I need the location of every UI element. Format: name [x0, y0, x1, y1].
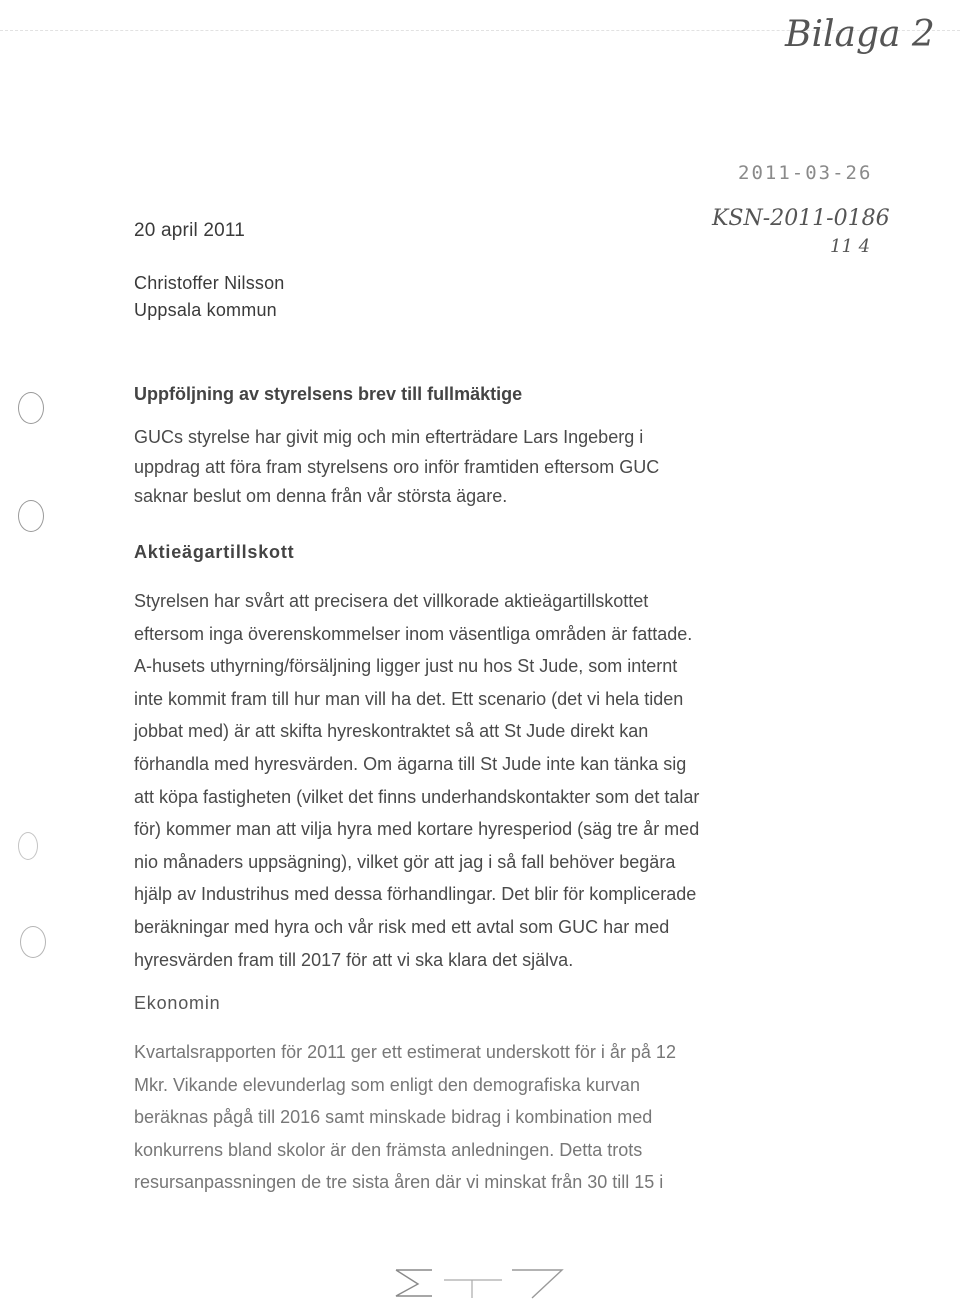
paragraph-line: A-husets uthyrning/försäljning ligger just nu hos St Jude, som internt	[134, 656, 678, 677]
recipient-name: Christoffer Nilsson	[134, 273, 285, 293]
punch-hole-mark	[18, 500, 44, 532]
scan-artifact-icon	[392, 1262, 572, 1302]
paragraph-line: för) kommer man att vilja hyra med kortare hyresperiod (säg tre år med	[134, 819, 700, 840]
letter-subject: Uppföljning av styrelsens brev till fullmäktige	[134, 384, 523, 404]
recipient-organization: Uppsala kommun	[134, 300, 277, 320]
paragraph-line: Styrelsen har svårt att precisera det villkorade aktieägartillskottet	[134, 591, 649, 611]
paragraph-line: Mkr. Vikande elevunderlag som enligt den demografiska kurvan	[134, 1074, 640, 1095]
intro-paragraph	[134, 423, 659, 512]
section-heading: Ekonomin	[134, 993, 221, 1013]
handwritten-attachment-label: Bilaga 2	[785, 14, 935, 55]
paragraph-line: saknar beslut om denna från vår största ägare.	[134, 486, 508, 506]
handwritten-case-sub: 11 4	[830, 236, 871, 257]
received-date-stamp: 2011-03-26	[738, 162, 873, 184]
paragraph-line: nio månaders uppsägning), vilket gör att jag i så fall behöver begära	[134, 851, 676, 872]
paragraph-line: GUCs styrelse har givit mig och min efterträdare Lars Ingeberg i	[134, 427, 644, 447]
paragraph-line: konkurrens bland skolor är den främsta anledningen. Detta trots	[134, 1139, 643, 1160]
paragraph-line: hyresvärden fram till 2017 för att vi ska klara det själva.	[134, 949, 574, 970]
paragraph-line: jobbat med) är att skifta hyreskontraktet så att St Jude direkt kan	[134, 721, 649, 742]
punch-hole-mark	[18, 392, 44, 424]
punch-hole-mark	[20, 926, 46, 958]
paragraph-line: förhandla med hyresvärden. Om ägarna till St Jude inte kan tänka sig	[134, 753, 687, 774]
section-heading: Aktieägartillskott	[134, 542, 295, 562]
paragraph-line: beräknas pågå till 2016 samt minskade bidrag i kombination med	[134, 1107, 653, 1128]
scan-artifact-mark	[392, 1262, 572, 1302]
paragraph-line: inte kommit fram till hur man vill ha det. Ett scenario (det vi hela tiden	[134, 688, 684, 709]
paragraph-line: uppdrag att föra fram styrelsens oro inför framtiden eftersom GUC	[134, 456, 660, 477]
paragraph-line: eftersom inga överenskommelser inom väsentliga områden är fattade.	[134, 623, 693, 644]
paragraph-line: hjälp av Industrihus med dessa förhandlingar. Det blir för komplicerade	[134, 884, 697, 905]
punch-hole-mark	[18, 832, 38, 860]
section-paragraph	[134, 585, 699, 976]
handwritten-case-number: KSN-2011-0186	[712, 206, 890, 231]
paragraph-line: beräkningar med hyra och vår risk med ett avtal som GUC har med	[134, 916, 670, 937]
section-paragraph	[134, 1036, 676, 1199]
letter-date: 20 april 2011	[134, 220, 246, 241]
paragraph-line: Kvartalsrapporten för 2011 ger ett estimerat underskott för i år på 12	[134, 1042, 676, 1062]
paragraph-line: resursanpassningen de tre sista åren där vi minskat från 30 till 15 i	[134, 1172, 664, 1193]
paragraph-line: att köpa fastigheten (vilket det finns underhandskontakter som det talar	[134, 786, 700, 807]
